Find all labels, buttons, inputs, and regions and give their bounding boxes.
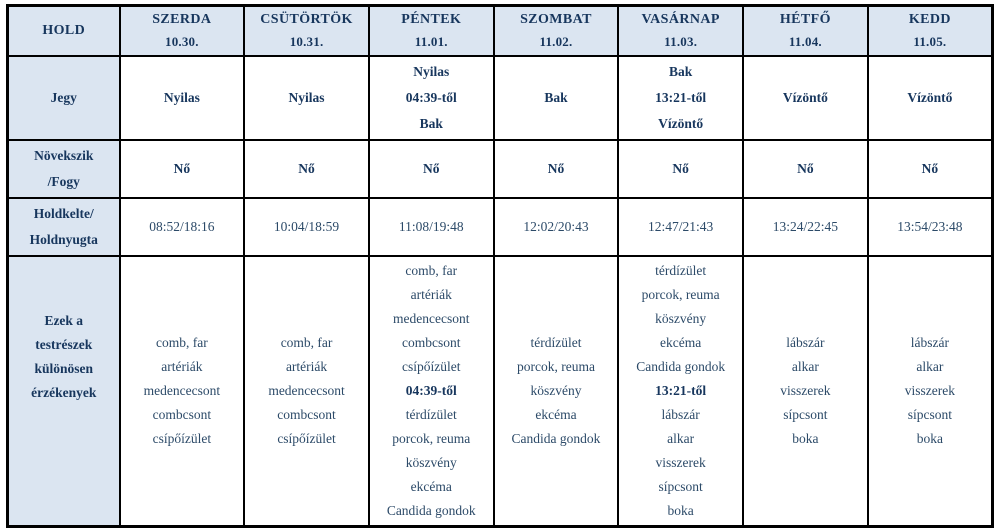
cell-line: 12:02/20:43 (523, 219, 589, 234)
row-label-holdkelte-holdnyugta (8, 198, 120, 256)
label-line: Növekszik (34, 148, 94, 163)
cell-line: Nő (298, 161, 315, 176)
label-line: testrészek (35, 337, 93, 352)
day-date: 11.04. (788, 34, 822, 49)
table-cell (618, 56, 743, 140)
day-header (494, 6, 619, 57)
cell-line: porcok, reuma (516, 359, 595, 374)
cell-line: Vízöntő (782, 90, 828, 105)
table-cell (120, 256, 245, 527)
table-row-jegy (8, 56, 993, 140)
table-cell (868, 256, 993, 527)
cell-line: Bak (419, 116, 443, 131)
cell-line: köszvény (655, 311, 707, 326)
cell-line: ekcéma (535, 407, 577, 422)
table-cell (868, 198, 993, 256)
label-line: Ezek a (44, 313, 84, 328)
table-cell (494, 256, 619, 527)
cell-line: sípcsont (658, 479, 703, 494)
cell-line: boka (792, 431, 819, 446)
cell-line: combcsont (402, 335, 461, 350)
cell-line: porcok, reuma (392, 431, 471, 446)
cell-line: Nő (423, 161, 440, 176)
table-cell (369, 198, 494, 256)
table-cell (743, 198, 868, 256)
cell-line: visszerek (780, 383, 831, 398)
table-row-novekszik-fogy (8, 140, 993, 198)
cell-line: csípőízület (152, 431, 212, 446)
cell-line: artériák (161, 359, 203, 374)
cell-line: Nő (173, 161, 191, 176)
table-cell (743, 140, 868, 198)
label-line: érzékenyek (31, 385, 97, 400)
label-line: Holdnyugta (29, 232, 98, 247)
table-cell (618, 256, 743, 527)
cell-line: csípőízület (277, 431, 336, 446)
label-line: /Fogy (47, 174, 80, 189)
row-label-erzekeny-testreszek (8, 256, 120, 527)
cell-line: comb, far (155, 335, 208, 350)
table-cell (120, 198, 245, 256)
cell-line: Nő (672, 161, 689, 176)
cell-line: Candida gondok (636, 359, 726, 374)
label-line: Holdkelte/ (33, 206, 94, 221)
cell-line: medencecsont (143, 383, 221, 398)
cell-line: 13:54/23:48 (897, 219, 963, 234)
cell-line: Bak (544, 90, 568, 105)
cell-line: 04:39-től (405, 383, 457, 398)
cell-line: combcsont (152, 407, 212, 422)
table-cell (618, 140, 743, 198)
day-date: 10.31. (289, 34, 324, 49)
row-label-novekszik-fogy (8, 140, 120, 198)
cell-line: boka (667, 503, 694, 518)
day-header (120, 6, 245, 57)
cell-line: artériák (410, 287, 452, 302)
day-header (369, 6, 494, 57)
label-line: Jegy (50, 90, 77, 105)
cell-line: lábszár (661, 407, 700, 422)
day-header (244, 6, 369, 57)
day-date: 11.02. (539, 34, 573, 49)
table-cell (868, 140, 993, 198)
table-cell (369, 140, 494, 198)
cell-line: Candida gondok (386, 503, 476, 518)
cell-line: alkar (791, 359, 819, 374)
cell-line: 13:24/22:45 (772, 219, 838, 234)
day-date: 11.01. (414, 34, 448, 49)
cell-line: 13:21-től (655, 90, 707, 105)
cell-line: medencecsont (268, 383, 345, 398)
cell-line: 13:21-től (655, 383, 707, 398)
cell-line: Nő (797, 161, 814, 176)
day-date: 11.05. (913, 34, 947, 49)
table-cell (494, 56, 619, 140)
cell-line: alkar (667, 431, 695, 446)
moon-calendar-table (6, 4, 994, 528)
cell-line: Vízöntő (658, 116, 704, 131)
cell-line: 11:08/19:48 (398, 219, 464, 234)
cell-line: comb, far (405, 263, 458, 278)
cell-line: Vízöntő (907, 90, 953, 105)
cell-line: sípcsont (907, 407, 952, 422)
cell-line: ekcéma (660, 335, 702, 350)
cell-line: artériák (285, 359, 328, 374)
day-date: 10.30. (165, 34, 199, 49)
day-header (618, 6, 743, 57)
header-row (8, 6, 993, 57)
cell-line: 04:39-től (405, 90, 457, 105)
cell-line: köszvény (530, 383, 582, 398)
day-date: 11.03. (664, 34, 698, 49)
cell-line: medencecsont (393, 311, 470, 326)
cell-line: Nő (547, 161, 565, 176)
day-name: KEDD (908, 12, 951, 27)
cell-line: comb, far (280, 335, 333, 350)
cell-line: csípőízület (402, 359, 461, 374)
cell-line: combcsont (277, 407, 336, 422)
table-cell (244, 256, 369, 527)
table-cell (494, 140, 619, 198)
cell-line: Nyilas (413, 64, 450, 79)
day-name: PÉNTEK (401, 12, 462, 27)
cell-line: Nyilas (163, 90, 200, 105)
cell-line: sípcsont (783, 407, 828, 422)
cell-line: lábszár (786, 335, 825, 350)
corner-header: HOLD (8, 6, 120, 57)
table-cell (618, 198, 743, 256)
cell-line: térdízület (655, 263, 707, 278)
day-name: CSÜTÖRTÖK (260, 12, 353, 27)
day-name: SZOMBAT (520, 12, 592, 27)
day-name: SZERDA (152, 12, 212, 27)
table-cell (743, 256, 868, 527)
day-name: HÉTFŐ (779, 12, 831, 27)
table-cell (369, 56, 494, 140)
table-row-erzekeny-testreszek (8, 256, 993, 527)
table-cell (244, 56, 369, 140)
day-name: VASÁRNAP (641, 12, 720, 27)
cell-line: porcok, reuma (641, 287, 720, 302)
cell-line: térdízület (405, 407, 457, 422)
table-row-holdkelte-holdnyugta (8, 198, 993, 256)
table-cell (244, 198, 369, 256)
table-cell (743, 56, 868, 140)
table-cell (120, 56, 245, 140)
row-label-jegy (8, 56, 120, 140)
cell-line: Bak (669, 64, 693, 79)
cell-line: 08:52/18:16 (149, 219, 215, 234)
cell-line: lábszár (910, 335, 949, 350)
cell-line: 10:04/18:59 (273, 219, 340, 234)
cell-line: ekcéma (410, 479, 452, 494)
cell-line: visszerek (904, 383, 955, 398)
cell-line: Nő (921, 161, 939, 176)
table-cell (244, 140, 369, 198)
cell-line: 12:47/21:43 (648, 219, 714, 234)
table-cell (369, 256, 494, 527)
cell-line: visszerek (655, 455, 706, 470)
label-line: különösen (34, 361, 94, 376)
cell-line: Candida gondok (511, 431, 601, 446)
cell-line: térdízület (530, 335, 582, 350)
cell-line: köszvény (405, 455, 457, 470)
table-cell (494, 198, 619, 256)
cell-line: boka (916, 431, 943, 446)
table-cell (868, 56, 993, 140)
day-header (743, 6, 868, 57)
cell-line: Nyilas (288, 90, 325, 105)
day-header (868, 6, 993, 57)
cell-line: alkar (916, 359, 944, 374)
table-cell (120, 140, 245, 198)
